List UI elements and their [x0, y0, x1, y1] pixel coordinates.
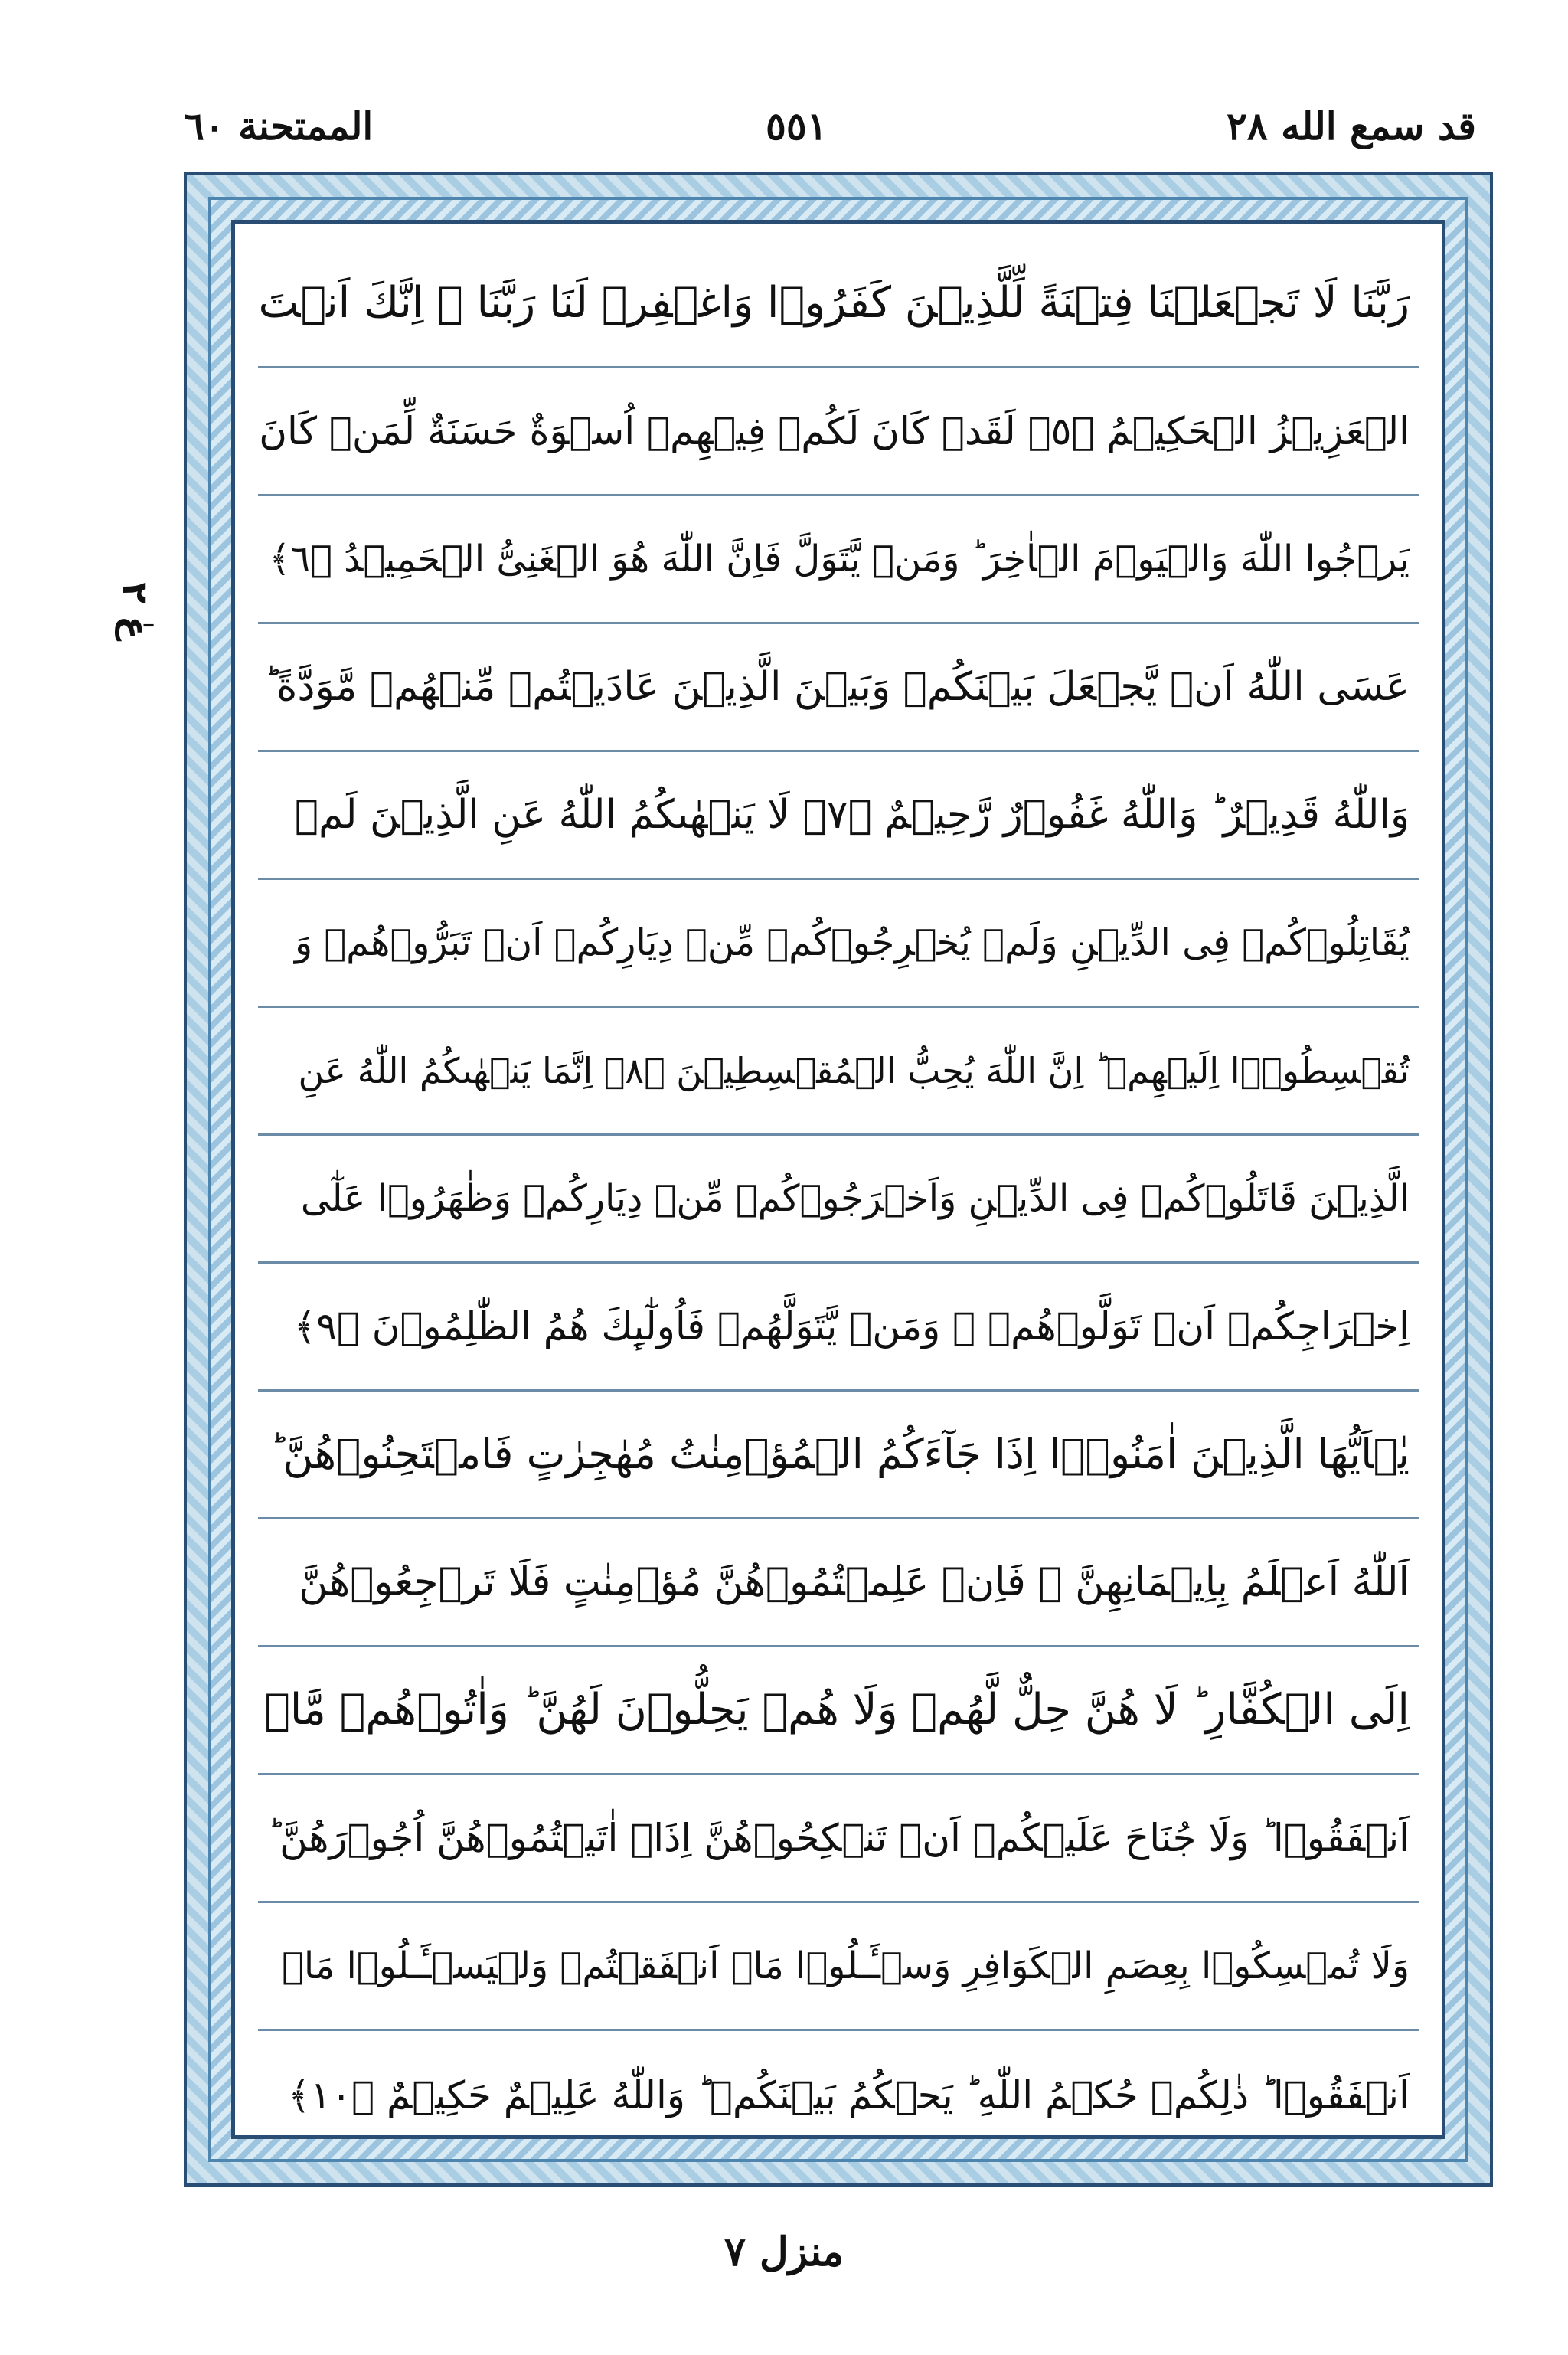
page-header [0, 0, 1568, 168]
verse-line-text: رَبَّنَا لَا تَجۡعَلۡنَا فِتۡنَةً لِّلَّذِيۡنَ كَفَرُوۡا وَاغۡفِرۡ لَنَا رَبَّنَا ۚ اِنَّكَ اَنۡتَ [258, 278, 1410, 328]
verse-line [258, 1903, 1419, 2031]
verse-line-text: وَلَا تُمۡسِكُوۡا بِعِصَمِ الۡكَوَافِرِ وَسۡـَٔـلُوۡا مَاۤ اَنۡفَقۡتُمۡ وَلۡيَسۡـَٔـلُوۡا مَاۤ [282, 1945, 1410, 1987]
verse-line-text: اَنۡفَقُوۡا ؕ ذٰلِكُمۡ حُكۡمُ اللّٰهِ ؕ يَحۡكُمُ بَيۡنَكُمۡ ؕ وَاللّٰهُ عَلِيۡمٌ حَكِيۡمٌ ﴿١٠﴾ [288, 2072, 1410, 2118]
verse-line-text: وَاللّٰهُ قَدِيۡرٌ ؕ وَاللّٰهُ غَفُوۡرٌ رَّحِيۡمٌ ﴿٧﴾ لَا يَنۡهٰٮكُمُ اللّٰهُ عَنِ الَّذِيۡنَ لَمۡ [294, 792, 1410, 838]
verse-line [258, 496, 1419, 624]
verse-line [258, 1647, 1419, 1775]
verse-line-text: يُقَاتِلُوۡكُمۡ فِى الدِّيۡنِ وَلَمۡ يُخۡرِجُوۡكُمۡ مِّنۡ دِيَارِكُمۡ اَنۡ تَبَرُّوۡهُمۡ وَ [294, 921, 1410, 964]
verse-line [258, 2031, 1419, 2159]
juz-title: قد سمع الله ٢٨ [1227, 103, 1476, 149]
decorative-border-inner [208, 197, 1468, 2162]
verse-line-text: اَللّٰهُ اَعۡلَمُ بِاِيۡمَانِهِنَّ ۚ فَاِنۡ عَلِمۡتُمُوۡهُنَّ مُؤۡمِنٰتٍ فَلَا تَرۡجِعُوۡهُنَّ [299, 1559, 1410, 1605]
verse-line [258, 624, 1419, 752]
verse-line-text: اِخۡرَاجِكُمۡ اَنۡ تَوَلَّوۡهُمۡ ۚ وَمَنۡ يَّتَوَلَّهُمۡ فَاُولٰٓٮِٕكَ هُمُ الظّٰلِمُوۡنَ ﴿٩﴾ [293, 1304, 1410, 1349]
ruku-marker: عٰ ٢ [115, 582, 156, 640]
surah-title: الممتحنة ٦٠ [184, 103, 374, 149]
verse-line-text: يٰۤاَيُّهَا الَّذِيۡنَ اٰمَنُوۡۤا اِذَا جَآءَكُمُ الۡمُؤۡمِنٰتُ مُهٰجِرٰتٍ فَامۡتَحِنُوۡهُنَّ ؕ [270, 1430, 1410, 1478]
page-number: ٥٥١ [766, 103, 828, 149]
verse-line-text: اِلَى الۡكُفَّارِ ؕ لَا هُنَّ حِلٌّ لَّهُمۡ وَلَا هُمۡ يَحِلُّوۡنَ لَهُنَّ ؕ وَاٰتُوۡهُمۡ مَّاۤ [264, 1685, 1410, 1735]
verse-line-text: يَرۡجُوا اللّٰهَ وَالۡيَوۡمَ الۡاٰخِرَ ؕ وَمَنۡ يَّتَوَلَّ فَاِنَّ اللّٰهَ هُوَ الۡغَنِىُّ الۡحَمِيۡدُ ﴿٦﴾ [269, 538, 1410, 581]
text-panel [231, 220, 1446, 2139]
verse-line [258, 1264, 1419, 1392]
verse-line [258, 240, 1419, 368]
verse-line [258, 1775, 1419, 1903]
decorative-border [184, 172, 1493, 2187]
verse-line-text: اَنۡفَقُوۡا ؕ وَلَا جُنَاحَ عَلَيۡكُمۡ اَنۡ تَنۡكِحُوۡهُنَّ اِذَاۤ اٰتَيۡتُمُوۡهُنَّ اُجُوۡرَهُنَّ ؕ [267, 1816, 1410, 1860]
verse-line [258, 368, 1419, 496]
verse-line [258, 1008, 1419, 1136]
verse-lines [258, 240, 1419, 2118]
verse-line [258, 752, 1419, 880]
verse-line [258, 1519, 1419, 1647]
verse-line [258, 1136, 1419, 1264]
verse-line-text: الَّذِيۡنَ قَاتَلُوۡكُمۡ فِى الدِّيۡنِ وَاَخۡرَجُوۡكُمۡ مِّنۡ دِيَارِكُمۡ وَظٰهَرُوۡا عَلٰٓى [300, 1177, 1410, 1220]
verse-line-text: تُقۡسِطُوۡۤا اِلَيۡهِمۡ ؕ اِنَّ اللّٰهَ يُحِبُّ الۡمُقۡسِطِيۡنَ ﴿٨﴾ اِنَّمَا يَنۡهٰٮكُمُ اللّٰهُ عَنِ [298, 1050, 1410, 1091]
manzil-footer: منزل ٧ [724, 2229, 844, 2275]
verse-line [258, 1392, 1419, 1519]
verse-line [258, 880, 1419, 1008]
verse-line-text: الۡعَزِيۡزُ الۡحَكِيۡمُ ﴿٥﴾ لَقَدۡ كَانَ لَكُمۡ فِيۡهِمۡ اُسۡوَةٌ حَسَنَةٌ لِّمَنۡ كَانَ [259, 409, 1410, 453]
verse-line-text: عَسَى اللّٰهُ اَنۡ يَّجۡعَلَ بَيۡنَكُمۡ وَبَيۡنَ الَّذِيۡنَ عَادَيۡتُمۡ مِّنۡهُمۡ مَّوَدَّةً ؕ [263, 664, 1410, 710]
